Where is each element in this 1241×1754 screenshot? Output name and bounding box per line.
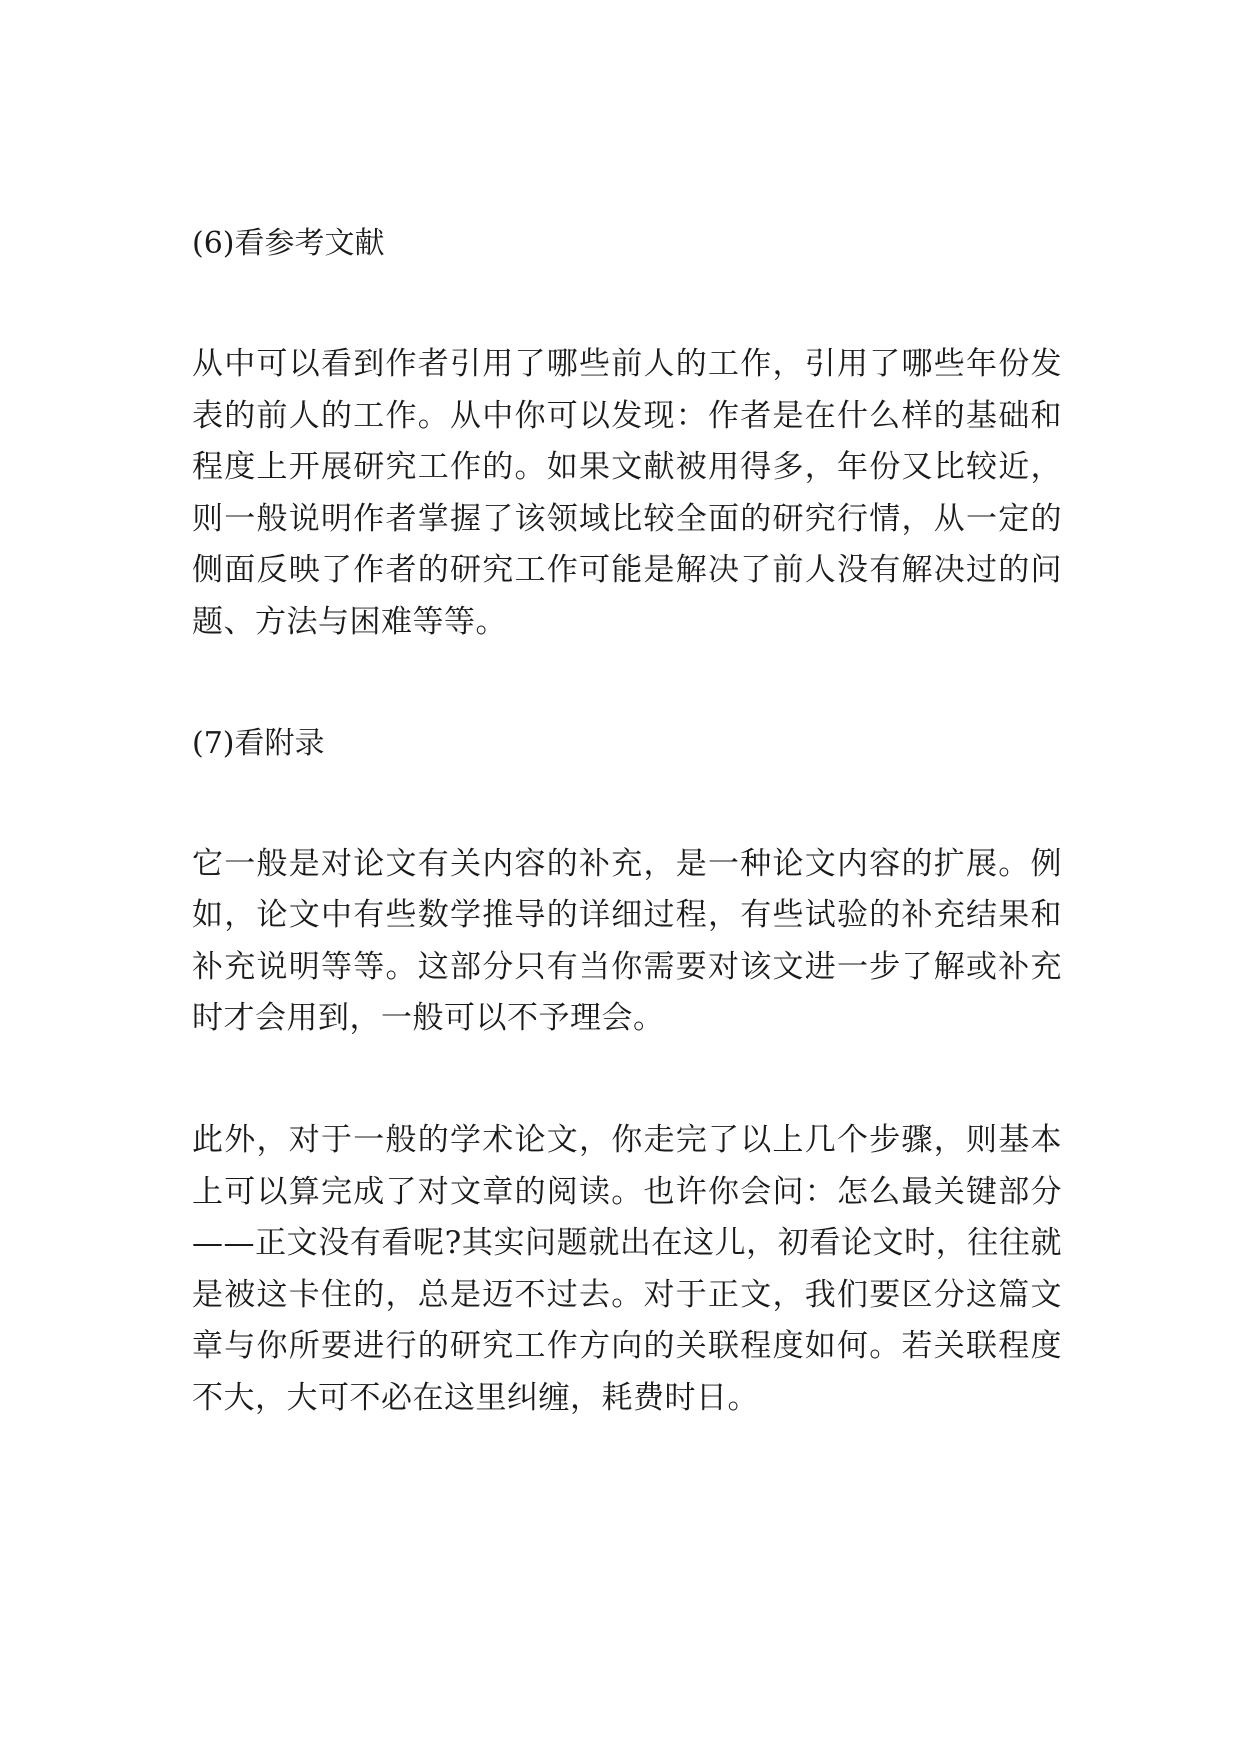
paragraph-appendix: 它一般是对论文有关内容的补充，是一种论文内容的扩展。例如，论文中有些数学推导的详细过程，有些试验的补充结果和补充说明等等。这部分只有当你需要对该文进一步了解或补充时才会用到，一般可以不予理会。: [192, 845, 1062, 1037]
section-heading-references: (6)看参考文献: [192, 226, 385, 261]
paragraph-references: 从中可以看到作者引用了哪些前人的工作，引用了哪些年份发表的前人的工作。从中你可以发现：作者是在什么样的基础和程度上开展研究工作的。如果文献被用得多，年份又比较近，则一般说明作者掌握了该领域比较全面的研究行情，从一定的侧面反映了作者的研究工作可能是解决了前人没有解决过的问题、方法与困难等等。: [192, 346, 1062, 640]
section-heading-appendix: (7)看附录: [192, 725, 325, 761]
document-body: [192, 219, 1062, 1425]
paragraph-conclusion: 此外，对于一般的学术论文，你走完了以上几个步骤，则基本上可以算完成了对文章的阅读。也许你会问：怎么最关键部分——正文没有看呢?其实问题就出在这儿，初看论文时，往往就是被这卡住的，总是迈不过去。对于正文，我们要区分这篇文章与你所要进行的研究工作方向的关联程度如何。若关联程度不大，大可不必在这里纠缠，耗费时日。: [192, 1121, 1062, 1416]
